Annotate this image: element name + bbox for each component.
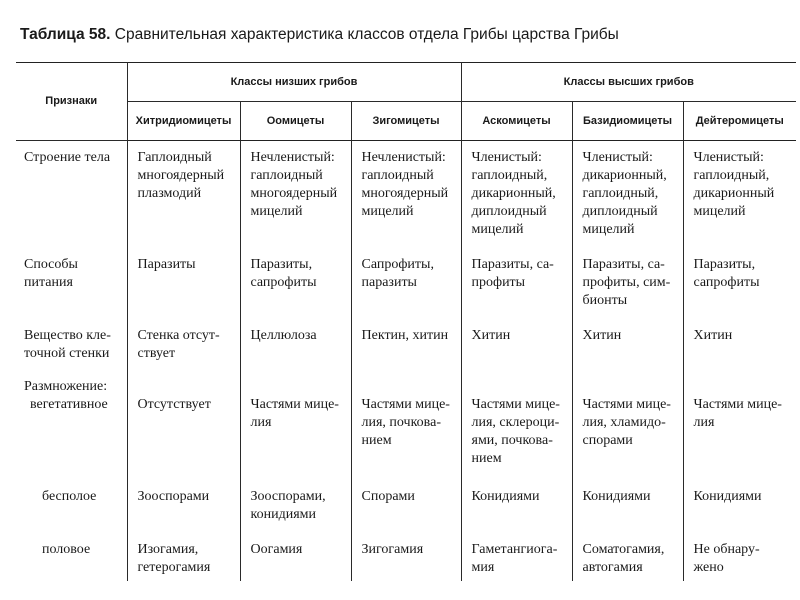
header-lower-fungi: Классы низших грибов (127, 63, 461, 102)
table-cell: Оогамия (240, 541, 351, 581)
table-cell: Частями мице- лия, склероци- ями, почкова- нием (461, 396, 572, 488)
table-cell (240, 378, 351, 396)
table-number: Таблица 58. (20, 26, 111, 43)
row-feature: половое (16, 541, 127, 581)
table-cell: Частями мице- лия, почкова- нием (351, 396, 461, 488)
table-cell: Конидиями (683, 488, 796, 541)
table-cell: Отсутствует (127, 396, 240, 488)
table-cell: Гаплоидный многоядерный плазмодий (127, 141, 240, 257)
table-cell: Нечленистый: гаплоидный многоядерный мицелий (351, 141, 461, 257)
table-cell: Частями мице- лия, хламидо- спорами (572, 396, 683, 488)
table-cell: Не обнару- жено (683, 541, 796, 581)
row-feature: вегетативное (16, 396, 127, 488)
table-cell: Стенка отсут- ствует (127, 327, 240, 378)
table-row (16, 378, 796, 396)
table-cell (683, 378, 796, 396)
table-title: Сравнительная характеристика классов отдела Грибы царства Грибы (114, 26, 619, 43)
table-row (16, 327, 796, 378)
table-cell: Членистый: дикарионный, гаплоидный, диплоидный мицелий (572, 141, 683, 257)
table-cell: Гаметангиога- мия (461, 541, 572, 581)
table-cell (351, 378, 461, 396)
table-cell: Сапрофиты, паразиты (351, 256, 461, 327)
table-cell: Зооспорами (127, 488, 240, 541)
table-cell (127, 378, 240, 396)
table-cell: Соматогамия, автогамия (572, 541, 683, 581)
row-feature: бесполое (16, 488, 127, 541)
table-row (16, 541, 796, 581)
table-body (16, 141, 796, 582)
table-cell: Изогамия, гетерогамия (127, 541, 240, 581)
comparison-table (16, 62, 796, 581)
table-caption (20, 26, 619, 44)
table-cell: Хитин (683, 327, 796, 378)
header-class-zygomycetes: Зигомицеты (351, 102, 461, 141)
table-cell: Паразиты, са- профиты (461, 256, 572, 327)
table-cell (461, 378, 572, 396)
header-class-deuteromycetes: Дейтеромицеты (683, 102, 796, 141)
header-class-oomycetes: Оомицеты (240, 102, 351, 141)
table-cell: Зооспорами, конидиями (240, 488, 351, 541)
table-row (16, 141, 796, 257)
table-row (16, 488, 796, 541)
table-header (16, 63, 796, 141)
table-cell: Нечленистый: гаплоидный многоядерный мицелий (240, 141, 351, 257)
table-cell: Зигогамия (351, 541, 461, 581)
table-cell: Паразиты (127, 256, 240, 327)
table-cell: Паразиты, сапрофиты (683, 256, 796, 327)
table-row (16, 256, 796, 327)
table-cell: Хитин (572, 327, 683, 378)
header-feature: Признаки (16, 63, 127, 141)
header-class-ascomycetes: Аскомицеты (461, 102, 572, 141)
table-cell: Конидиями (572, 488, 683, 541)
row-feature: Размножение: (16, 378, 127, 396)
table-cell: Частями мице- лия (683, 396, 796, 488)
table-cell: Пектин, хитин (351, 327, 461, 378)
table-cell: Членистый: гаплоидный, дикарионный, диплоидный мицелий (461, 141, 572, 257)
header-higher-fungi: Классы высших грибов (461, 63, 796, 102)
table-row (16, 396, 796, 488)
table-cell: Спорами (351, 488, 461, 541)
header-class-basidiomycetes: Базидиомицеты (572, 102, 683, 141)
table-cell: Паразиты, са- профиты, сим- бионты (572, 256, 683, 327)
row-feature: Строение тела (16, 141, 127, 257)
table-cell (572, 378, 683, 396)
table-cell: Частями мице- лия (240, 396, 351, 488)
table-cell: Целлюлоза (240, 327, 351, 378)
table-cell: Членистый: гаплоидный, дикарионный мицелий (683, 141, 796, 257)
table-cell: Конидиями (461, 488, 572, 541)
row-feature: Способы питания (16, 256, 127, 327)
table-cell: Паразиты, сапрофиты (240, 256, 351, 327)
table-cell: Хитин (461, 327, 572, 378)
row-feature: Вещество кле- точной стенки (16, 327, 127, 378)
header-class-chytridiomycetes: Хитридиомицеты (127, 102, 240, 141)
